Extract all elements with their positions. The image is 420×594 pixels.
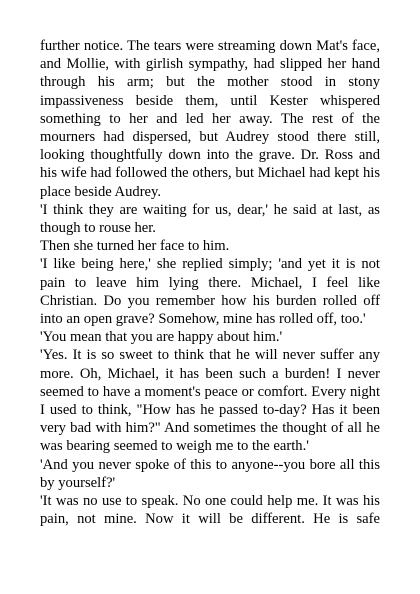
paragraph: 'I think they are waiting for us, dear,' he said at last, as though to rouse her. <box>40 201 380 237</box>
paragraph: 'You mean that you are happy about him.' <box>40 329 283 346</box>
paragraph: 'I like being here,' she replied simply; 'and yet it is not pain to leave him lying there. Michael, I feel like Christian. Do you remember how his burden rolled off into an open grave? Somehow, mine has rolled off, too.' <box>40 256 380 328</box>
paragraph: 'And you never spoke of this to anyone--you bore all this by yourself?' <box>40 456 380 491</box>
paragraph: 'It was no use to speak. No one could help me. It was his pain, not mine. Now it will be different. He is safe <box>40 493 380 528</box>
paragraph: 'Yes. It is so sweet to think that he will never suffer any more. Oh, Michael, it has been such a burden! I never seemed to have a moment's peace or comfort. Every night I used to think, "How has he passed to-day? Has it been very bad with him?" And sometimes the thought of all he was bearing seemed to weigh me to the earth.' <box>40 347 380 455</box>
paragraph: Then she turned her face to him. <box>40 238 230 255</box>
paragraph: further notice. The tears were streaming down Mat's face, and Mollie, with girlish sympathy, had slipped her hand through his arm; but the mother stood in stony impassiveness beside them, until Kester whispered something to her and led her away. The rest of the mourners had dispersed, but Audrey stood there still, looking thoughtfully down into the grave. Dr. Ross and his wife had followed the others, but Michael had kept his place beside Audrey. <box>40 38 380 200</box>
book-page-text <box>40 37 380 528</box>
